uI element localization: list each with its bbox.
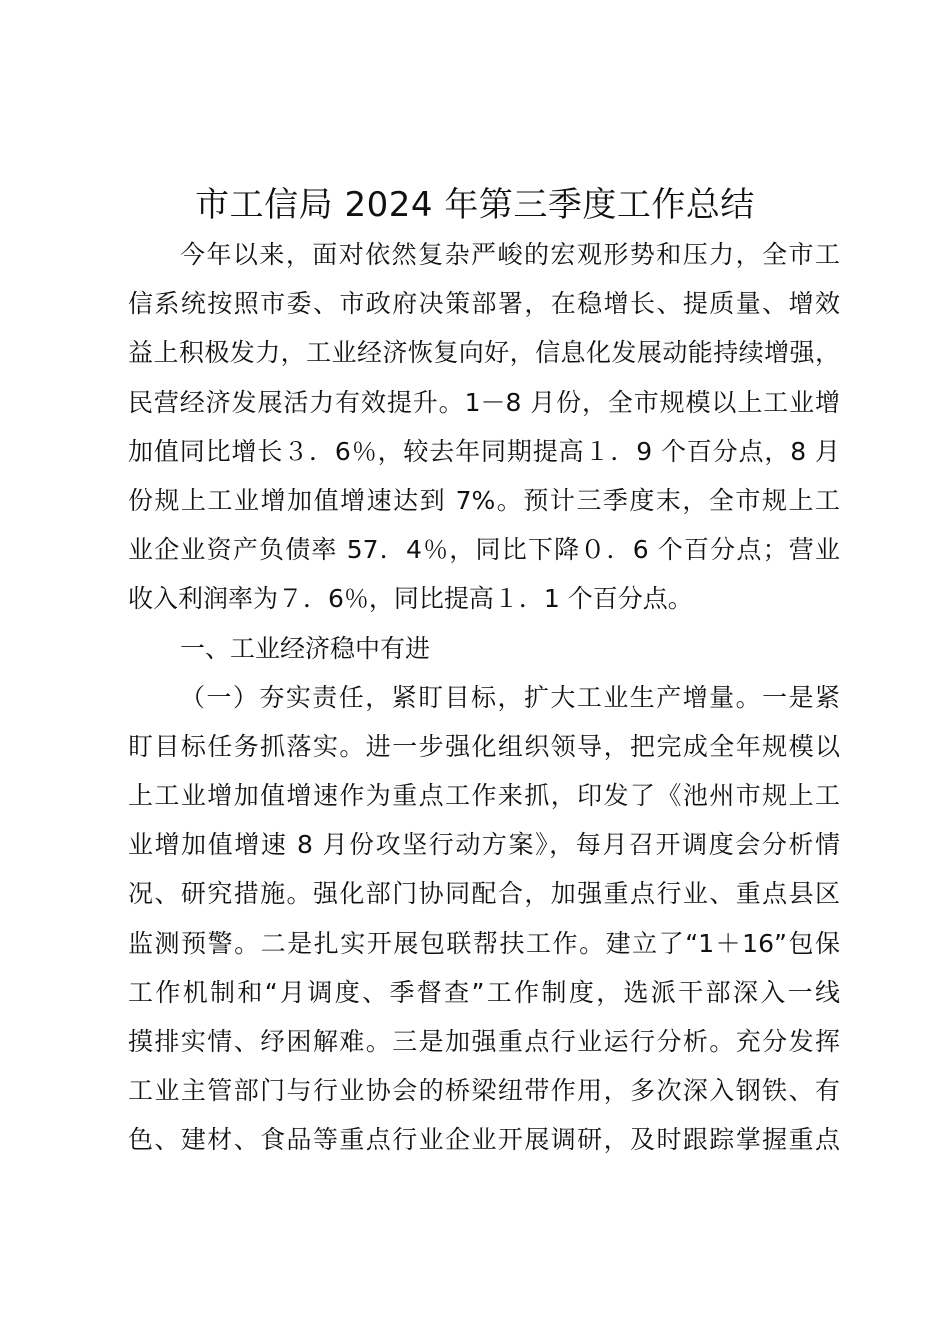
paragraph-line: 盯目标任务抓落实。进一步强化组织领导，把完成全年规模以 (128, 731, 840, 761)
paragraph-line: 业企业资产负债率 57．4％，同比下降０．6 个百分点；营业 (128, 535, 840, 565)
paragraph-line: 民营经济发展活力有效提升。1－8 月份，全市规模以上工业增 (128, 387, 840, 417)
paragraph-line: 业增加值增速 8 月份攻坚行动方案》，每月召开调度会分析情 (128, 830, 840, 860)
document-title: 市工信局 2024 年第三季度工作总结 (195, 185, 755, 225)
paragraph-line: 上工业增加值增速作为重点工作来抓，印发了《池州市规上工 (128, 781, 840, 811)
paragraph-line: 份规上工业增加值增速达到 7%。预计三季度末，全市规上工 (128, 485, 840, 515)
paragraph-line: 监测预警。二是扎实开展包联帮扶工作。建立了“1＋16”包保 (128, 928, 840, 958)
document-body (128, 230, 840, 1165)
paragraph-line: （一）夯实责任，紧盯目标，扩大工业生产增量。一是紧 (180, 682, 840, 712)
paragraph-line: 益上积极发力，工业经济恢复向好，信息化发展动能持续增强， (128, 338, 840, 368)
paragraph-line: 色、建材、食品等重点行业企业开展调研，及时跟踪掌握重点 (128, 1125, 840, 1155)
section-heading: 一、工业经济稳中有进 (180, 633, 431, 663)
paragraph-line: 摸排实情、纾困解难。三是加强重点行业运行分析。充分发挥 (128, 1027, 840, 1056)
paragraph-line: 今年以来，面对依然复杂严峻的宏观形势和压力，全市工 (180, 240, 840, 269)
paragraph-line: 工作机制和“月调度、季督查”工作制度，选派干部深入一线 (128, 977, 840, 1007)
paragraph-line: 工业主管部门与行业协会的桥梁纽带作用，多次深入钢铁、有 (128, 1076, 840, 1106)
paragraph-line: 加值同比增长３．6％，较去年同期提高１．9 个百分点，8 月 (128, 436, 840, 466)
paragraph-line: 信系统按照市委、市政府决策部署，在稳增长、提质量、增效 (128, 289, 840, 319)
paragraph-line: 况、研究措施。强化部门协同配合，加强重点行业、重点县区 (128, 879, 840, 909)
paragraph-line: 收入利润率为７．6％，同比提高１．1 个百分点。 (128, 584, 693, 614)
